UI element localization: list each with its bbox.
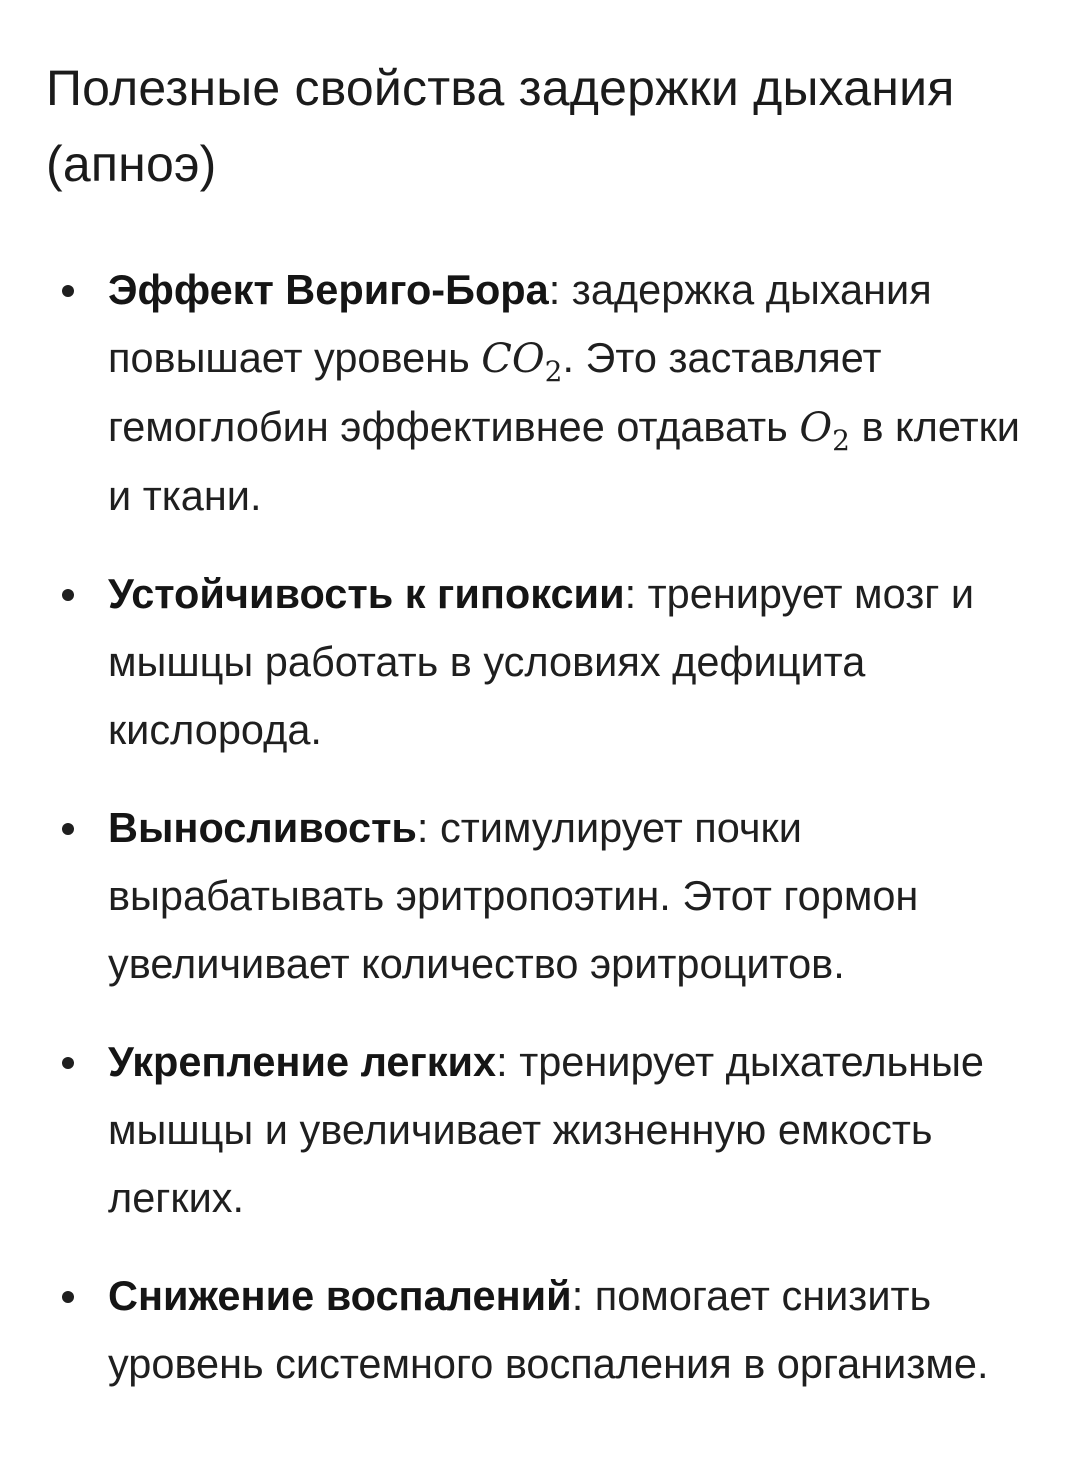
item-colon: :	[416, 804, 429, 851]
item-text: задержка дыхания повышает уровень	[108, 266, 932, 381]
item-colon: :	[548, 266, 561, 313]
item-term: Снижение воспалений	[108, 1272, 572, 1319]
item-text: в клетки и ткани.	[108, 403, 1020, 519]
item-term: Эффект Вериго-Бора	[108, 266, 549, 313]
list-item-hypoxia	[46, 560, 1040, 764]
item-text: . Это заставляет гемоглобин эффективнее отдавать	[108, 334, 882, 450]
list-item-lungs	[46, 1028, 1040, 1232]
bullet-icon	[62, 1291, 74, 1303]
bullet-icon	[62, 1057, 74, 1069]
list-item-verigo-bohr	[46, 256, 1040, 530]
formula-o2: $O_2$	[799, 405, 850, 457]
bullet-icon	[62, 589, 74, 601]
item-colon: :	[624, 570, 637, 617]
item-text: стимулирует почки вырабатывать эритропоэтин. Этот гормон увеличивает количество эритроцитов.	[108, 804, 919, 987]
item-text: помогает снизить уровень системного воспаления в организме.	[108, 1272, 989, 1387]
item-term: Укрепление легких	[108, 1038, 497, 1085]
item-text: тренирует мозг и мышцы работать в условиях дефицита кислорода.	[108, 570, 975, 753]
formula-co2: $CO_2$	[481, 336, 563, 388]
item-colon: :	[496, 1038, 508, 1085]
section-heading: Полезные свойства задержки дыхания (апноэ)	[46, 60, 955, 192]
bullet-icon	[62, 823, 74, 835]
item-text: тренирует дыхательные мышцы и увеличивает жизненную емкость легких.	[108, 1038, 985, 1221]
list-item-inflammation	[46, 1262, 1040, 1398]
item-term: Устойчивость к гипоксии	[108, 570, 625, 617]
bullet-icon	[62, 285, 74, 297]
benefits-list	[46, 256, 1040, 1398]
item-term: Выносливость	[108, 804, 417, 851]
list-item-endurance	[46, 794, 1040, 998]
item-colon: :	[571, 1272, 584, 1319]
